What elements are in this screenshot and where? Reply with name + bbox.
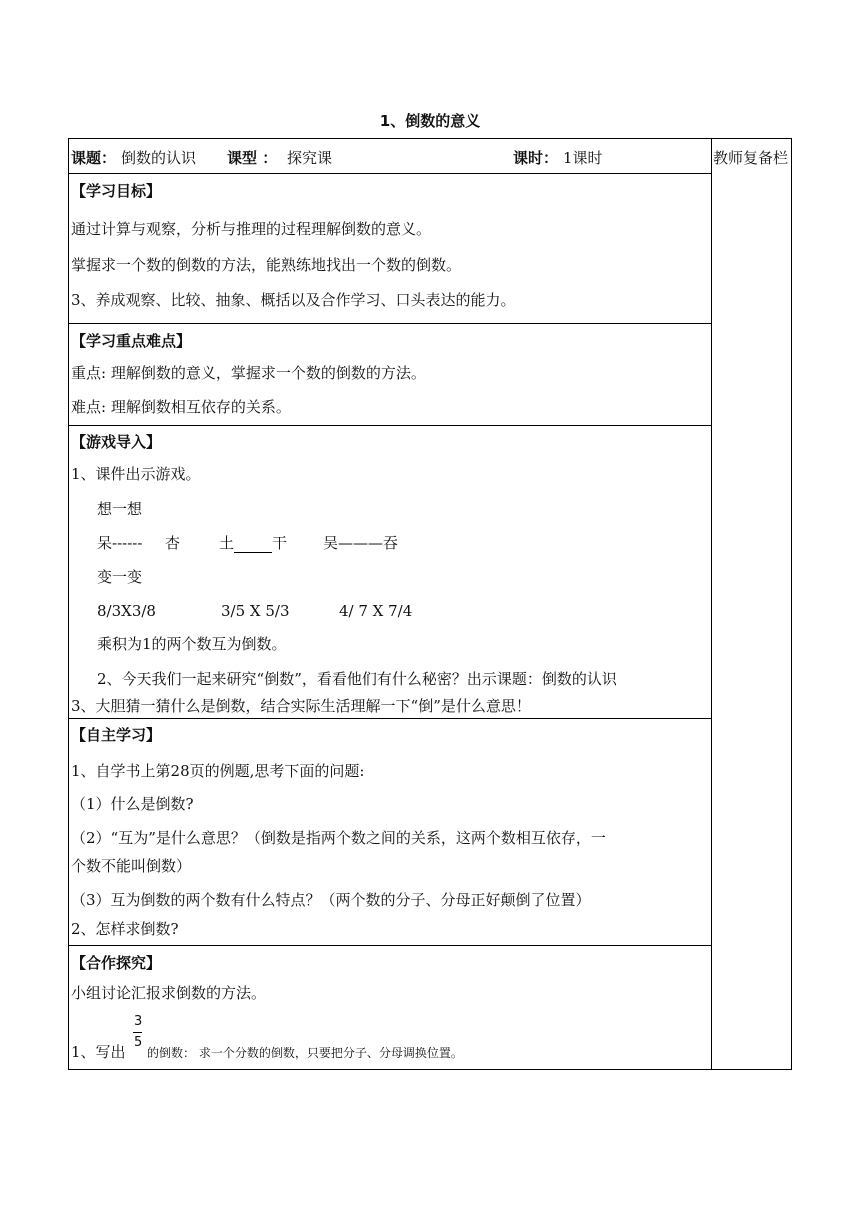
type-label: 课型 ：	[227, 149, 278, 167]
game-intro-line: 1、课件出示游戏。	[71, 465, 201, 483]
self-study-question: 个数不能叫倒数）	[71, 857, 192, 875]
column-divider	[711, 139, 712, 1069]
document-title: 1、倒数的意义	[379, 112, 481, 130]
game-chars-b2: 干	[272, 534, 288, 552]
game-chars-b1: 土	[219, 534, 235, 552]
game-intro-line: 2、今天我们一起来研究“倒数”，看看他们有什么秘密？出示课题：倒数的认识	[97, 670, 617, 688]
expression: 3/5 X 5/3	[221, 602, 290, 620]
game-intro-heading: 【游戏导入】	[71, 433, 162, 451]
game-chars-a2: 杏	[165, 534, 181, 552]
topic-label: 课题：	[71, 149, 117, 167]
game-chars-a1: 呆------	[97, 534, 143, 552]
self-study-question: （2）“互为”是什么意思？（倒数是指两个数之间的关系，这两个数相互依存，一	[71, 829, 606, 847]
game-intro-line: 3、大胆猜一猜什么是倒数，结合实际生活理解一下“倒”是什么意思！	[71, 697, 531, 715]
cooperation-line: 小组讨论汇报求倒数的方法。	[71, 984, 267, 1002]
game-rule: 乘积为1的两个数互为倒数。	[97, 635, 287, 653]
type-value: 探究课	[287, 149, 333, 167]
key-point-difficulty: 难点: 理解倒数相互依存的关系。	[71, 398, 291, 416]
period-label: 课时：	[513, 149, 559, 167]
row-divider	[69, 945, 711, 946]
self-study-intro: 1、自学书上第28页的例题,思考下面的问题:	[71, 762, 365, 780]
game-chars-b	[219, 533, 287, 553]
fraction-bar	[133, 1032, 142, 1033]
fill-blank	[234, 538, 272, 553]
self-study-question: 2、怎样求倒数?	[71, 920, 179, 938]
game-change: 变一变	[97, 568, 143, 586]
fraction-numerator: 3	[134, 1014, 143, 1029]
game-think: 想一想	[97, 500, 143, 518]
row-divider	[69, 718, 711, 719]
self-study-question: （3）互为倒数的两个数有什么特点？（两个数的分子、分母正好颠倒了位置）	[71, 891, 591, 909]
key-points-heading: 【学习重点难点】	[71, 332, 192, 350]
cooperation-write-prefix: 1、写出	[71, 1043, 126, 1061]
expression: 4/ 7 X 7/4	[339, 602, 413, 620]
topic-value: 倒数的认识	[121, 149, 197, 167]
cooperation-write-suffix: 的倒数： 求一个分数的倒数，只要把分子、分母调换位置。	[147, 1046, 463, 1060]
objective-item: 3、养成观察、比较、抽象、概括以及合作学习、口头表达的能力。	[71, 291, 516, 309]
objective-item: 掌握求一个数的倒数的方法，能熟练地找出一个数的倒数。	[71, 256, 462, 274]
lesson-table	[68, 138, 792, 1070]
row-divider	[69, 173, 711, 174]
key-point-focus: 重点: 理解倒数的意义，掌握求一个数的倒数的方法。	[71, 364, 426, 382]
row-divider	[69, 425, 711, 426]
self-study-question: （1）什么是倒数?	[71, 795, 194, 813]
fraction-denominator: 5	[134, 1035, 143, 1050]
period-value: 1课时	[563, 149, 603, 167]
row-divider	[69, 323, 711, 324]
game-chars-c: 吴———吞	[323, 534, 399, 552]
self-study-heading: 【自主学习】	[71, 726, 162, 744]
objective-item: 通过计算与观察，分析与推理的过程理解倒数的意义。	[71, 220, 432, 238]
expression: 8/3X3/8	[97, 602, 156, 620]
objectives-heading: 【学习目标】	[71, 182, 162, 200]
teacher-notes-column-label: 教师复备栏	[713, 149, 789, 167]
cooperation-heading: 【合作探究】	[71, 954, 162, 972]
